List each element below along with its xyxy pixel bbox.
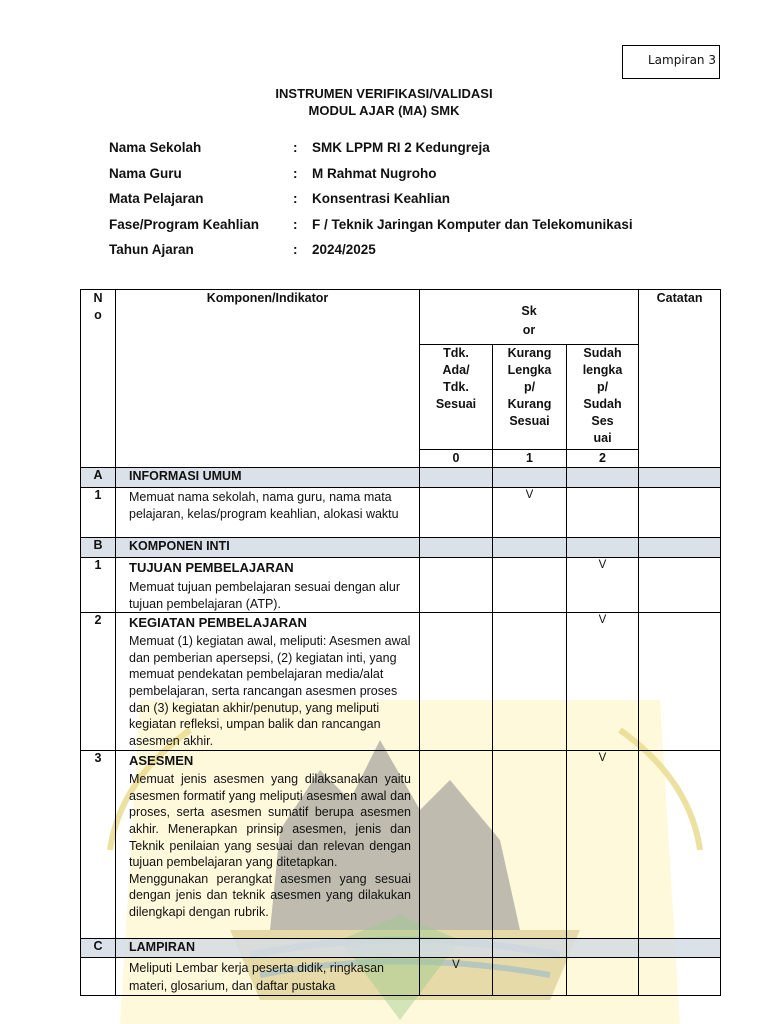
check-mark: V [567,613,639,751]
section-code: A [81,468,116,488]
verification-table [80,289,721,996]
info-colon: : [293,191,298,207]
header-score-0: Tdk. Ada/ Tdk. Sesuai [420,345,493,450]
row-number: 2 [81,613,116,751]
section-code: C [81,939,116,958]
table-row [81,488,721,538]
lampiran-label: Lampiran 3 [622,45,720,79]
check-mark: V [567,751,639,939]
info-colon: : [293,165,298,181]
row-heading: TUJUAN PEMBELAJARAN [129,560,294,575]
row-text: Memuat (1) kegiatan awal, meliputi: Asesmen awal dan pemberian apersepsi, (2) kegiatan inti, yang memuat pendekatan pembelajaran media/alat pembelajaran, serta rancangan asesmen proses dan (3) kegiatan akhir/penutup, yang meliputi kegiatan refleksi, umpan balik dan rancangan asesmen akhir. [129,634,411,748]
document-title: INSTRUMEN VERIFIKASI/VALIDASI [275,86,493,101]
info-label: Nama Guru [109,165,182,181]
score-value-1: 1 [493,450,567,468]
table-row [81,613,721,751]
table-row [81,958,721,996]
info-value: Konsentrasi Keahlian [312,191,451,207]
row-text: Menggunakan perangkat asesmen yang sesuai dengan jenis dan teknik asesmen yang dilakukan dilengkapi dengan rubrik. [129,871,411,919]
header-score-1: Kurang Lengka p/ Kurang Sesuai [493,345,567,450]
row-text: Memuat nama sekolah, nama guru, nama mata pelajaran, kelas/program keahlian, alokasi waktu [129,490,399,521]
info-value: 2024/2025 [312,242,376,258]
row-heading: KEGIATAN PEMBELAJARAN [129,615,307,631]
header-score-2: Sudah lengka p/ Sudah Ses uai [567,345,639,450]
header-notes: Catatan [639,290,721,468]
section-b-row [81,538,721,558]
info-label: Nama Sekolah [109,140,202,155]
document-subtitle: MODUL AJAR (MA) SMK [308,103,460,118]
section-code: B [81,538,116,558]
header-row [81,290,721,345]
info-colon: : [293,216,298,232]
score-value-2: 2 [567,450,639,468]
header-score: Sk or [420,290,639,345]
check-mark: V [420,958,493,996]
info-colon: : [293,242,298,258]
row-text: Memuat tujuan pembelajaran sesuai dengan alur tujuan pembelajaran (ATP). [129,580,401,611]
info-label: Tahun Ajaran [109,242,194,258]
check-mark: V [567,558,639,613]
info-label: Fase/Program Keahlian [109,216,260,232]
section-c-row [81,939,721,958]
row-number: 3 [81,751,116,939]
info-value: F / Teknik Jaringan Komputer dan Telekomunikasi [312,216,633,232]
row-text: Meliputi Lembar kerja peserta didik, ringkasan materi, glosarium, dan daftar pustaka [129,961,384,994]
section-label: LAMPIRAN [116,939,420,958]
row-number: 1 [81,558,116,613]
info-value: M Rahmat Nugroho [312,165,437,181]
info-colon: : [293,140,298,155]
header-component: Komponen/Indikator [116,290,420,468]
section-label: KOMPONEN INTI [116,538,420,558]
check-mark: V [493,488,567,538]
table-row [81,558,721,613]
row-number: 1 [81,488,116,538]
section-a-row [81,468,721,488]
table-row [81,751,721,939]
info-value: SMK LPPM RI 2 Kedungreja [312,140,490,155]
score-value-0: 0 [420,450,493,468]
info-label: Mata Pelajaran [109,191,204,207]
section-label: INFORMASI UMUM [116,468,420,488]
row-text: Memuat jenis asesmen yang dilaksanakan yaitu asesmen formatif yang meliputi asesmen awal dan proses, serta asesmen sumatif berupa asesmen akhir. Menerapkan prinsip asesmen, jenis dan Teknik penilaian yang sesuai dan relevan dengan tujuan pembelajaran yang ditetapkan. [129,772,411,870]
header-no: N o [81,290,116,468]
row-heading: ASESMEN [129,753,194,769]
